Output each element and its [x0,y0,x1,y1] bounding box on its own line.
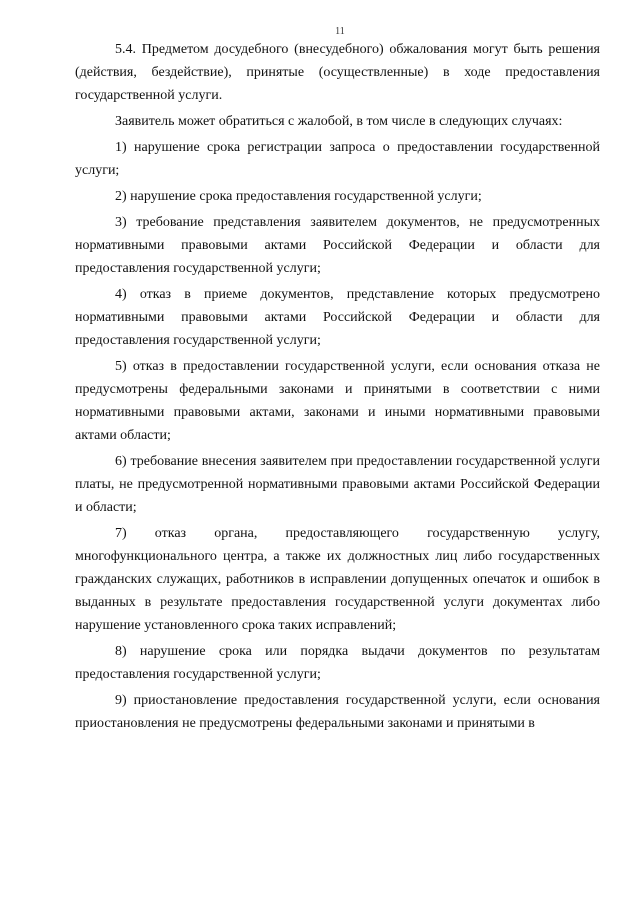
document-body [75,38,600,738]
paragraph-5-4: 5.4. Предметом досудебного (внесудебного) обжалования могут быть решения (действия, бездействие), принятые (осуществленные) в ходе предоставления государственной услуги. [75,42,600,103]
list-item-1: 1) нарушение срока регистрации запроса о предоставлении государственной услуги; [75,140,600,178]
list-item-6: 6) требование внесения заявителем при предоставлении государственной услуги платы, не предусмотренной нормативными правовыми актами Российской Федерации и области; [75,454,600,515]
list-item-8: 8) нарушение срока или порядка выдачи документов по результатам предоставления государственной услуги; [75,644,600,682]
list-item-9: 9) приостановление предоставления государственной услуги, если основания приостановления не предусмотрены федеральными законами и принятыми в [75,693,600,731]
page-number: 11 [335,26,345,37]
list-item-5: 5) отказ в предоставлении государственной услуги, если основания отказа не предусмотрены федеральными законами и принятыми в соответствии с ними нормативными правовыми актами, законами и иными нормативными правовыми актами области; [75,359,600,443]
list-item-7: 7) отказ органа, предоставляющего государственную услугу, многофункционального центра, а также их должностных лиц либо государственных гражданских служащих, работников в исправлении допущенных опечаток и ошибок в выданных в результате предоставления государственной услуги документах либо нарушение установленного срока таких исправлений; [75,526,600,633]
list-item-4: 4) отказ в приеме документов, представление которых предусмотрено нормативными правовыми актами Российской Федерации и области для предоставления государственной услуги; [75,287,600,348]
list-item-3: 3) требование представления заявителем документов, не предусмотренных нормативными правовыми актами Российской Федерации и области для предоставления государственной услуги; [75,215,600,276]
paragraph-cases-intro: Заявитель может обратиться с жалобой, в том числе в следующих случаях: [115,114,563,129]
list-item-2: 2) нарушение срока предоставления государственной услуги; [115,189,482,204]
